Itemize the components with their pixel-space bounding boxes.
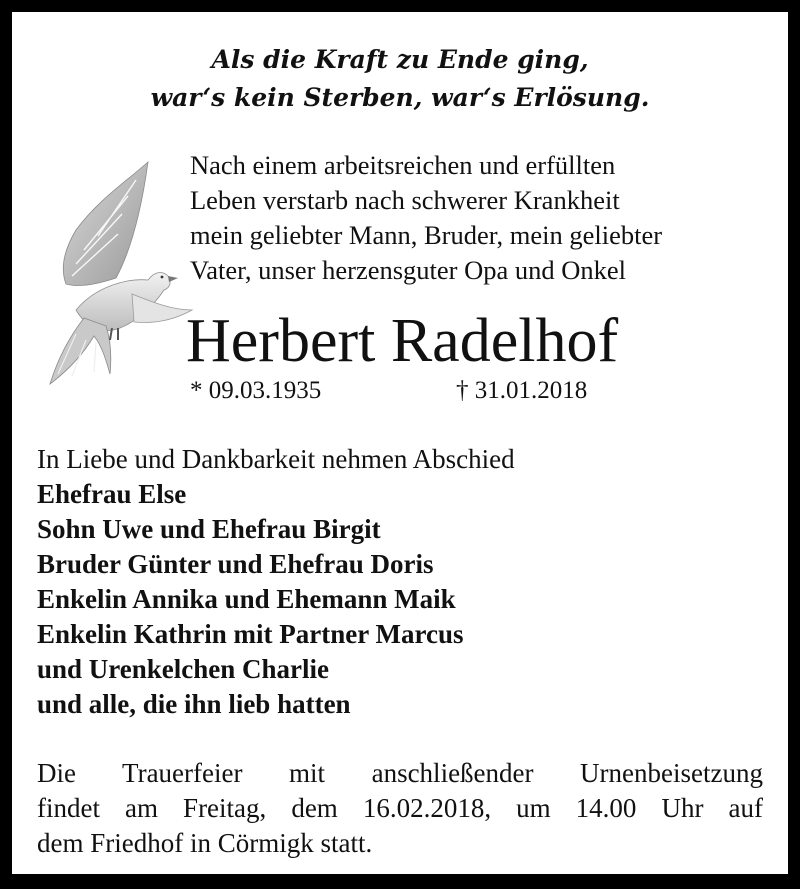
intro-line: Nach einem arbeitsreichen und erfüllten <box>190 150 616 180</box>
mourner-item: Enkelin Kathrin mit Partner Marcus <box>37 619 464 649</box>
funeral-notice <box>37 756 763 861</box>
mourner-item: Sohn Uwe und Ehefrau Birgit <box>37 514 381 544</box>
deceased-name: Herbert Radelhof <box>186 307 619 375</box>
motto-line-2: war‘s kein Sterben, war‘s Erlösung. <box>150 83 650 112</box>
intro-text <box>190 148 780 288</box>
obituary-card <box>12 12 788 874</box>
mourner-item: Bruder Günter und Ehefrau Doris <box>37 549 434 579</box>
death-date: † 31.01.2018 <box>456 377 588 404</box>
funeral-line: findet am Freitag, dem 16.02.2018, um 14.00 Uhr auf <box>37 793 763 823</box>
intro-line: Leben verstarb nach schwerer Krankheit <box>190 185 620 215</box>
funeral-line: dem Friedhof in Cörmigk statt. <box>37 828 373 858</box>
mourner-item: und Urenkelchen Charlie <box>37 654 330 684</box>
mourner-item: Enkelin Annika und Ehemann Maik <box>37 584 456 614</box>
mourners-heading: In Liebe und Dankbarkeit nehmen Abschied <box>37 444 515 474</box>
intro-line: mein geliebter Mann, Bruder, mein geliebter <box>190 220 663 250</box>
birth-date: * 09.03.1935 <box>190 377 322 404</box>
mourners-list <box>37 442 777 722</box>
funeral-line: Die Trauerfeier mit anschließender Urnenbeisetzung <box>37 758 763 788</box>
intro-line: Vater, unser herzensguter Opa und Onkel <box>190 255 627 285</box>
dove-icon <box>36 160 196 390</box>
mourner-item: Ehefrau Else <box>37 479 187 509</box>
mourner-item: und alle, die ihn lieb hatten <box>37 689 351 719</box>
motto-line-1: Als die Kraft zu Ende ging, <box>211 45 589 74</box>
